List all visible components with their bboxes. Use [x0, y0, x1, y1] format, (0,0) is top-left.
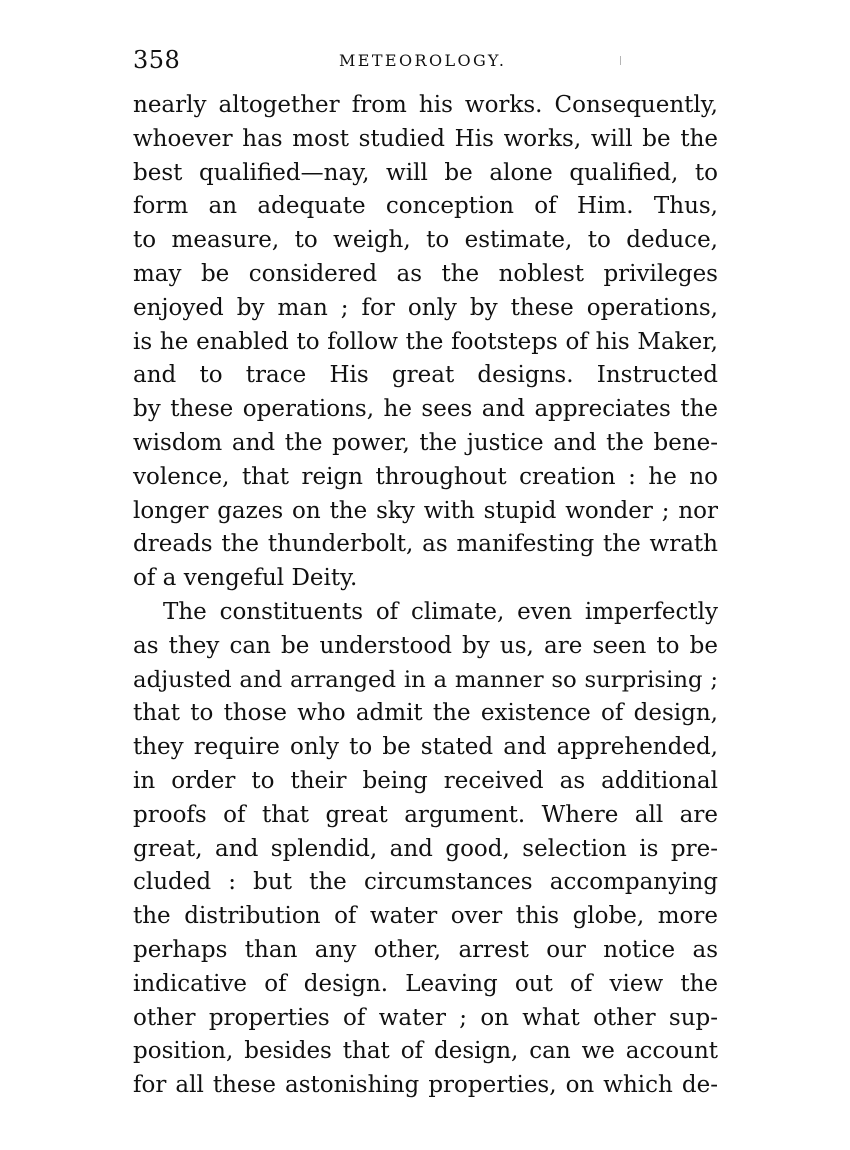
text-line: The constituents of climate, even imperfectly — [163, 598, 718, 625]
text-line: as they can be understood by us, are seen to be — [133, 632, 718, 659]
text-line: perhaps than any other, arrest our notice as — [133, 936, 718, 963]
text-line: nearly altogether from his works. Consequently, — [133, 92, 718, 118]
text-line: volence, that reign throughout creation : he no — [133, 463, 718, 490]
body-text — [133, 89, 718, 1103]
text-line: indicative of design. Leaving out of view the — [133, 970, 718, 997]
text-line: form an adequate conception of Him. Thus, — [133, 193, 718, 220]
text-line: in order to their being received as additional — [133, 767, 718, 794]
text-line: great, and splendid, and good, selection is pre- — [133, 835, 718, 862]
text-line: adjusted and arranged in a manner so surprising ; — [133, 666, 718, 693]
text-line: proofs of that great argument. Where all are — [133, 801, 718, 828]
running-head — [133, 46, 718, 76]
running-title: METEOROLOGY. — [339, 51, 507, 70]
page-speck — [620, 56, 621, 65]
text-line: is he enabled to follow the footsteps of his Maker, — [133, 328, 718, 355]
text-line: wisdom and the power, the justice and the bene- — [133, 429, 718, 456]
text-line: the distribution of water over this globe, more — [133, 903, 718, 930]
paragraph-2 — [133, 596, 718, 1103]
text-line: longer gazes on the sky with stupid wonder ; nor — [133, 497, 718, 524]
text-line: and to trace His great designs. Instructed — [133, 362, 718, 389]
text-line: by these operations, he sees and appreciates the — [133, 396, 718, 423]
text-line: other properties of water ; on what other sup- — [133, 1004, 718, 1031]
text-line: for all these astonishing properties, on which de- — [133, 1072, 718, 1099]
text-line: they require only to be stated and apprehended, — [133, 734, 718, 761]
text-line: position, besides that of design, can we account — [133, 1038, 718, 1065]
text-line: may be considered as the noblest privileges — [133, 260, 718, 287]
text-line: that to those who admit the existence of design, — [133, 700, 718, 727]
text-line: cluded : but the circumstances accompanying — [133, 869, 718, 896]
text-line: of a vengeful Deity. — [133, 565, 358, 592]
text-line: dreads the thunderbolt, as manifesting the wrath — [133, 531, 718, 558]
page-number: 358 — [133, 46, 181, 74]
text-line: best qualified—nay, will be alone qualified, to — [133, 159, 718, 186]
paragraph-1 — [133, 89, 718, 596]
text-line: whoever has most studied His works, will be the — [133, 125, 718, 152]
text-line: enjoyed by man ; for only by these operations, — [133, 294, 718, 321]
text-line: to measure, to weigh, to estimate, to deduce, — [133, 227, 718, 254]
